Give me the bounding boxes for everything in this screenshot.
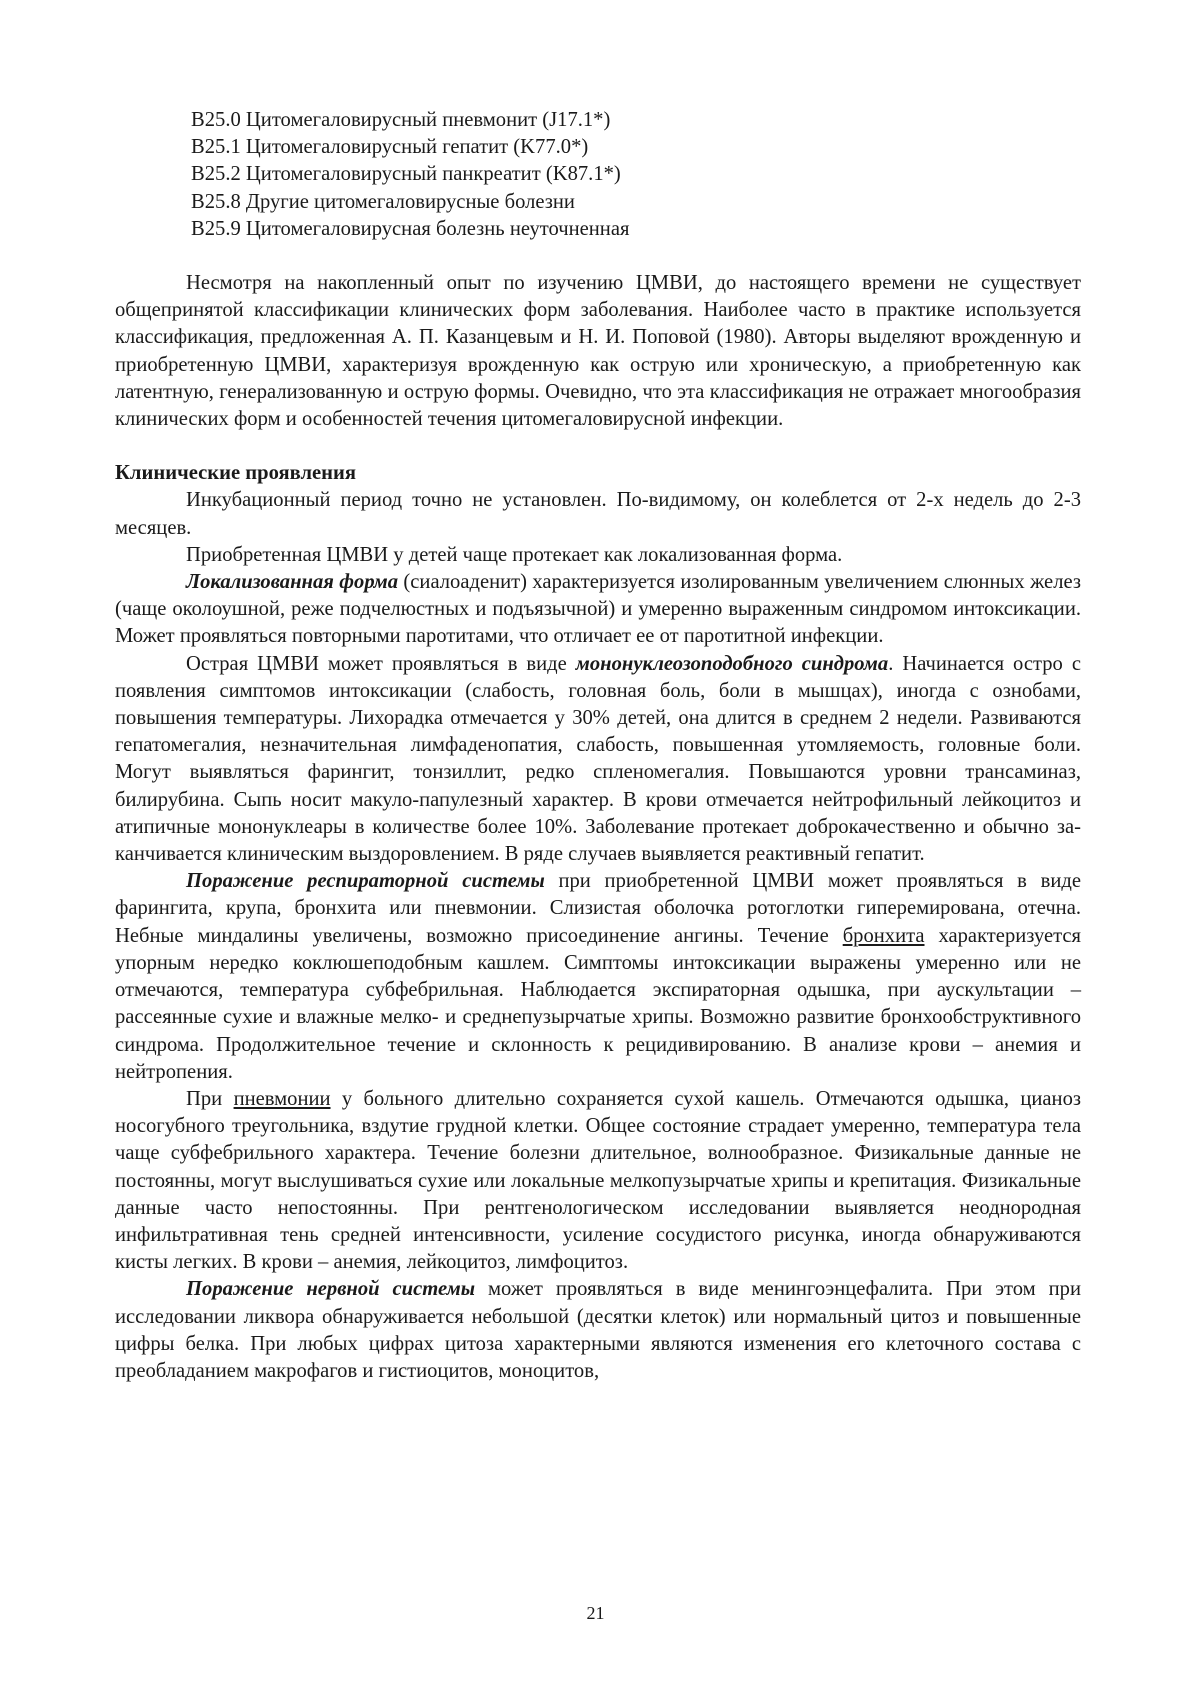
icd-code-item: B25.8 Другие цитомегаловирусные болезни [191,190,575,213]
incubation-paragraph: Инкубационный период точно не установлен. По-видимому, он колеблется от 2-х недель до 2-3 месяцев. [115,489,1081,539]
icd-code-item: B25.1 Цитомегаловирусный гепатит (K77.0*) [191,136,589,159]
icd-code-item: B25.2 Цитомегаловирусный панкреатит (K87.1*) [191,163,621,186]
localized-form-text: (сиалоаденит) характеризуется изолированным увеличением слюнных желез (чаще околоушной, реже подчелюстных и подъязычной) и умеренно выраженным синдромом интоксикации. Может проявляться повторными паротитами, что отличает ее от паротитной инфекции. [115,571,1081,648]
localized-form-term: Локализованная форма [186,571,398,594]
pneumonia-link[interactable]: пневмонии [233,1087,331,1110]
page-content [115,107,1081,1385]
nervous-system-paragraph [115,1276,1081,1385]
mononucleosis-term: мононуклеозоподобного синдрома [575,652,889,675]
respiratory-text-1: при приобретенной ЦМВИ может проявляться в виде фарингита, крупа, бронхита или пневмонии. Слизистая оболочка ротоглотки гиперемирована, отечна. Небные миндалины увеличены, возможно присоединение ангины. Течение [115,870,1081,947]
acquired-paragraph: Приобретенная ЦМВИ у детей чаще протекает как локализованная форма. [186,543,843,566]
section-heading: Клинические проявления [115,462,357,485]
acute-form-text-before: Острая ЦМВИ может проявляться в виде [186,652,576,675]
icd-code-item: B25.9 Цитомегаловирусная болезнь неуточненная [191,217,630,240]
page-number: 21 [586,1603,605,1623]
pneumonia-paragraph [115,1086,1081,1276]
localized-form-paragraph [115,569,1081,651]
spacer [115,433,1081,460]
nervous-system-text: может проявляться в виде менингоэнцефалита. При этом при исследовании ликвора обнаруживается небольшой (десятки клеток) или нормальный цитоз и повышенные цифры белка. При любых цифрах цитоза характерными являются изменения его клеточного состава с преобладанием макрофагов и гистиоцитов, моноцитов, [115,1278,1081,1382]
respiratory-paragraph [115,868,1081,1086]
icd-code-item: B25.0 Цитомегаловирусный пневмонит (J17.1*) [191,109,611,131]
pneumonia-text-after: у больного длительно сохраняется сухой кашель. Отмечаются одышка, цианоз носогубного треугольника, вздутие грудной клетки. Общее состояние страдает умеренно, температура тела чаще субфебрильного характера. Течение болезни длительное, волнообразное. Физикальные данные не постоянны, могут выслушиваться сухие или локальные мелкопузырчатые хрипы и крепитация. Физикальные данные часто непостоянны. При рентгенологическом исследовании выявляется неоднородная инфильтративная тень средней интенсивности, усиление сосудистого рисунка, иногда обнаруживаются кисты легких. В крови – анемия, лейкоцитоз, лимфоцитоз. [115,1087,1081,1274]
acute-form-text-after: . Начинается остро с появления симптомов интоксикации (слабость, головная боль, боли в мышцах), иногда с ознобами, повышения температуры. Лихорадка отмечается у 30% детей, она длится в среднем 2 недели. Развиваются гепатомегалия, незначительная лимфаденопатия, слабость, повышенная утомляемость, головные боли. Могут выявляться фарингит, тонзиллит, редко спленомегалия. Повышаются уровни трансаминаз, билирубина. Сыпь носит макуло-папулезный характер. В крови отмечается нейтрофильный лейкоцитоз и атипичные мононуклеары в количестве более 10%. Заболевание протекает доброкачественно и обычно заканчивается клиническим выздоровлением. В ряде случаев выявляется реактивный гепатит. [115,652,1081,866]
nervous-system-term: Поражение нервной системы [186,1278,476,1301]
spacer [115,243,1081,270]
pneumonia-text-before: При [186,1087,234,1110]
respiratory-text-2: характеризуется упорным нередко коклюшеподобным кашлем. Симптомы интоксикации выражены умеренно или не отмечаются, температура субфебрильная. Наблюдается экспираторная одышка, при аускультации – рассеянные сухие и влажные мелко- и среднепузырчатые хрипы. Возможно развитие бронхообструктивного синдрома. Продолжительное течение и склонность к рецидивированию. В анализе крови – анемия и нейтропения. [115,924,1081,1083]
acute-form-paragraph [115,651,1081,869]
classification-paragraph: Несмотря на накопленный опыт по изучению ЦМВИ, до настоящего времени не существует общепринятой классификации клинических форм заболевания. Наиболее часто в практике используется классификация, предложенная А. П. Казанцевым и Н. И. Поповой (1980). Авторы выделяют врожденную и приобретенную ЦМВИ, характеризуя врожденную как острую или хроническую, а приобретенную как латентную, генерализованную и острую формы. Очевидно, что эта классификация не отражает многообразия клинических форм и особенностей течения цитомегаловирусной инфекции. [115,272,1081,431]
respiratory-term: Поражение респираторной системы [186,870,545,893]
icd-code-list [191,107,1081,243]
bronchitis-link[interactable]: бронхита [842,924,925,947]
